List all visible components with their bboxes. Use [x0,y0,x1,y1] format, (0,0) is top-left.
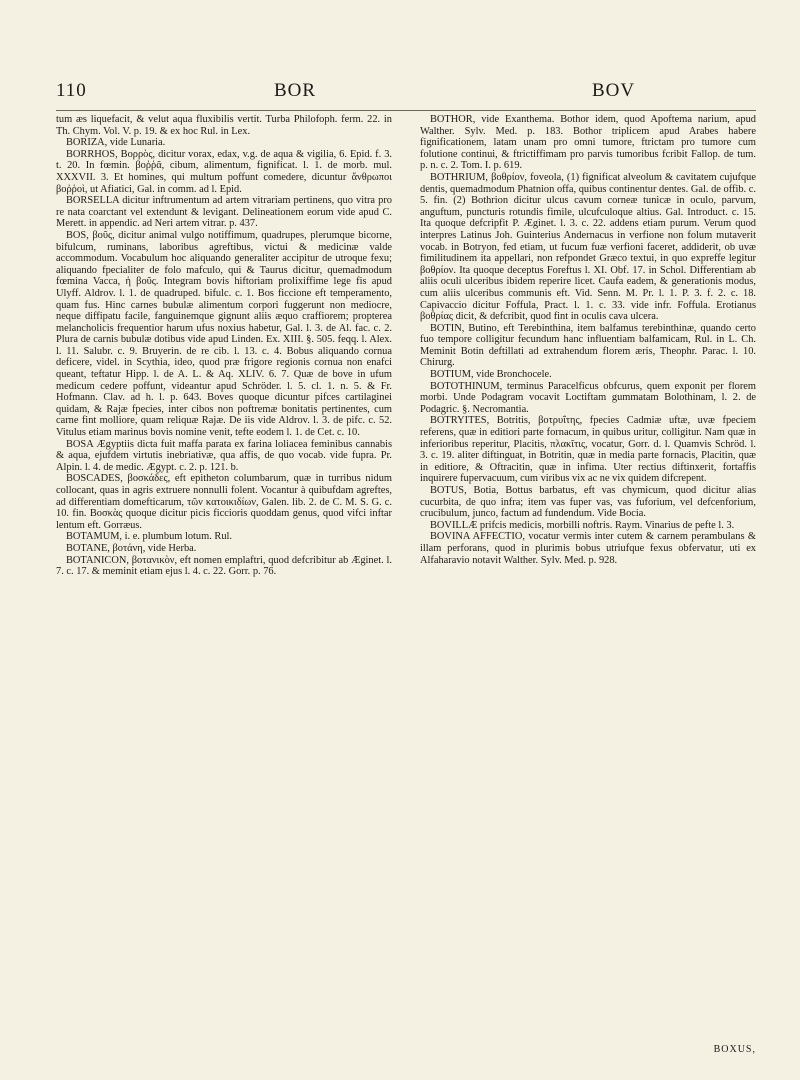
entry-paragraph: BOTHOR, vide Exanthema. Bothor idem, quod Apoftema narium, apud Walther. Sylv. Med. p. 183. Bothor triplicem apud Arabes habere fignificationem, latam unam pro omni tumore, ftrictam pro tumore cum folutione continui, & ftrictiffimam pro parvis tumoribus fcribit Fallop. de tum. p. n. c. 2. Tom. I. p. 619. [420,114,756,172]
left-column [56,114,392,1044]
catchword: BOXUS, [713,1044,756,1055]
entry-paragraph: BOTOTHINUM, terminus Paracelficus obfcurus, quem exponit per florem morbi. Unde Podagram vocavit Loctiftam gummatam Bolothinam, l. 2. de Podagric. §. Necromantia. [420,380,756,415]
entry-paragraph: BOTIUM, vide Bronchocele. [430,369,552,381]
entry-paragraph: BOTRYITES, Botritis, βοτρυΐτης, fpecies Cadmiæ uftæ, uvæ fpeciem referens, quæ in editiori parte fornacum, in quibus uritur, colligitur. Nam quæ in inferioribus reperitur, Placitis, πλακῖτις, vocatur, Gorr. d. l. Quamvis Schröd. l. 3. c. 19. aliter diftinguat, in Botritin, quæ in media parte fornacis, Placitin, quæ in editiore, & Oftracitin, quæ in infima. Uter rectius diftinxerit, fortaffis inquirere fupervacuum, cum viribus vix ac ne vix quidem difcrepent. [420,415,756,485]
entry-paragraph: BOTAMUM, i. e. plumbum lotum. Rul. [66,531,233,543]
entry-paragraph: BOSA Ægyptiis dicta fuit maffa parata ex farina loliacea feminibus cannabis & aqua, ejufdem virtutis inebriativæ, qua affis, de quo vocab. vide fupra. Pr. Alpin. l. 4. de medic. Ægypt. c. 2. p. 121. b. [56,438,392,473]
page-number: 110 [56,80,87,101]
entry-paragraph: BOTANICON, βοτανικὸν, eft nomen emplaftri, quod defcribitur ab Æginet. l. 7. c. 17. & meminit etiam ejus l. 4. c. 22. Gorr. p. 76. [56,554,392,578]
right-running-head: BOV [592,80,636,101]
page-header [56,80,756,106]
entry-paragraph: BOTHRIUM, βοθρίον, foveola, (1) fignificat alveolum & cavitatem cujufque dentis, quemadmodum Phatnion offa, quibus continentur dentes. Gal. de offib. c. 5. fin. (2) Bothrion dicitur ulcus cavum corneæ tunicæ in oculo, parvum, anguftum, puncturis rotundis fimile, ulcufculoque altius. Gal. Introduct. c. 15. Ita quoque defcripfit P. Æginet. l. 3. c. 22. addens etiam purum. Verum quod interpres Latinus Joh. Guinterius Andernacus in verfione non folum mutaverit vocab. in Botryon, fed etiam, ut fucum fuæ verfioni faceret, addiderit, ob uvæ fimilitudinem ita appellari, non refpondet Græco textui, in quo expreffe legitur βοθρίον. Ita quoque deceptus Foreftus l. XI. Obf. 17. in Schol. Differentiam ab aliis oculi ulceribus ibidem reperire licet. Caufa eadem, & generationis modus, cum aliis ulceribus communis eft. Vid. Senn. M. Pr. l. 1. P. 3. f. 2. c. 18. Capivaccio dicitur Foffula, Pract. l. 1. c. 33. vide infr. Foffula. Erotianus βοθρίας dicit, & defcribit, quod fint in oculis cava ulcera. [420,171,756,323]
entry-paragraph: BOTUS, Botia, Bottus barbatus, eft vas chymicum, quod dicitur alias cucurbita, de quo infra; item vas fuper vas, vas fuforium, vel defcenforium, crucibulum, junco, factum ad fundendum. Vide Bocia. [420,485,756,520]
entry-paragraph: BORIZA, vide Lunaria. [66,137,166,149]
right-column [420,114,756,1044]
entry-paragraph: BOVILLÆ prifcis medicis, morbilli noftris. Raym. Vinarius de pefte l. 3. [430,519,735,531]
entry-paragraph: BOTIN, Butino, eft Terebinthina, item balfamus terebinthinæ, quando certo fuo tempore colligitur fecundum hanc influentiam balfamicam, Rul. in L. Ch. Meminit Botin deftillati ad extrahendum florem æris, Theophr. Parac. l. 10. Chirurg. [420,322,756,369]
entry-paragraph: tum æs liquefacit, & velut aqua fluxibilis vertit. Turba Philofoph. ferm. 22. in Th. Chym. Vol. V. p. 19. & ex hoc Rul. in Lex. [56,114,392,137]
header-rule [56,110,756,111]
entry-paragraph: BORSELLA dicitur inftrumentum ad artem vitrariam pertinens, quo vitra pro re nata coarctant vel extendunt & levigant. Delineationem eorum vide apud C. Merett. in appendic. ad Neri artem vitrar. p. 437. [56,195,392,230]
entry-paragraph: BORRHOS, Βορρὸς, dicitur vorax, edax, v.g. de aqua & vigilia, 6. Epid. f. 3. t. 20. In fœmin. βοῤῥᾶ, cibum, alimentum, fignificat. l. 1. de morb. mul. XXXVII. 3. Et homines, qui multum poffunt comedere, dicuntur ἄνθρωποι βοῤῥοὶ, ut Afiatici, Gal. in comm. ad l. Epid. [56,148,392,195]
entry-paragraph: BOTANE, βοτάνη, vide Herba. [66,542,197,554]
entry-paragraph: BOS, βοῦς, dicitur animal vulgo notiffimum, quadrupes, plerumque bicorne, bifulcum, ruminans, laboribus agreftibus, victui & medicinæ valde accommodum. Vocabulum hoc aliquando generaliter accipitur de utroque fexu; aliquando fpecialiter de folo mafculo, qui & Taurus dicitur, quemadmodum fœmina Vacca, ἡ βοῦς. Integram bovis hiftoriam prolixiffime lege fis apud Ulyff. Aldrov. l. 1. de quadruped. bifulc. c. 1. Bos ficcione eft temperamento, quam fus. Hinc carnes bubulæ alimentum corpori fuggerunt non mediocre, neque diffipatu facile, fanguinemque gignunt aliis æquo craffiorem; propterea melancholicis frequentior harum ufus noxius habetur, Gal. l. 3. de Al. fac. c. 2. Plura de carnis bubulæ dotibus vide apud Linden. Ex. XIII. §. 505. feqq. l. Alex. l. 11. Salubr. c. 9. Bruyerin. de re cib. l. 13. c. 4. Bobus aliquando cornua deficere, videl. in Scythia, ideo, quod præ frigore regionis cornua non enafci queant, teftatur Hipp. l. de A. L. & Aq. XLIV. 6. 7. Quæ de bove in ufum medicum cedere poffunt, videantur apud Schröder. l. 5. cl. 1. n. 5. & Fr. Hofmann. Clav. ad h. l. p. 643. Boves quoque dicuntur pifces cartilaginei quidam, & Rajæ fpecies, inter cibos non poftremæ bonitatis pertinentes, cum carne fint molliore, quam reliquæ Rajæ. De iis vide Aldrov. l. 3. de pifc. c. 52. Vitulus etiam marinus bovis nomine venit, tefte eodem l. 1. de Cet. c. 10. [56,229,392,439]
left-running-head: BOR [274,80,317,101]
entry-paragraph: BOVINA AFFECTIO, vocatur vermis inter cutem & carnem perambulans & illam perforans, quod in plurimis bobus utriufque fexus obfervatur, uti ex Alfaharavio notavit Walther. Sylv. Med. p. 928. [420,531,756,566]
entry-paragraph: BOSCADES, βοσκάδες, eft epitheton columbarum, quæ in turribus nidum collocant, quas in agris extruere nonnulli folent. Vocantur à quibufdam agreftes, ad differentiam domefticarum, τῶν κατοικιδίων, Galen. lib. 2. de C. M. S. G. c. 10. fin. Βοσκὰς quoque dicitur picis ficcioris quoddam genus, quod vifci inftar lentum eft. Gorræus. [56,473,392,531]
